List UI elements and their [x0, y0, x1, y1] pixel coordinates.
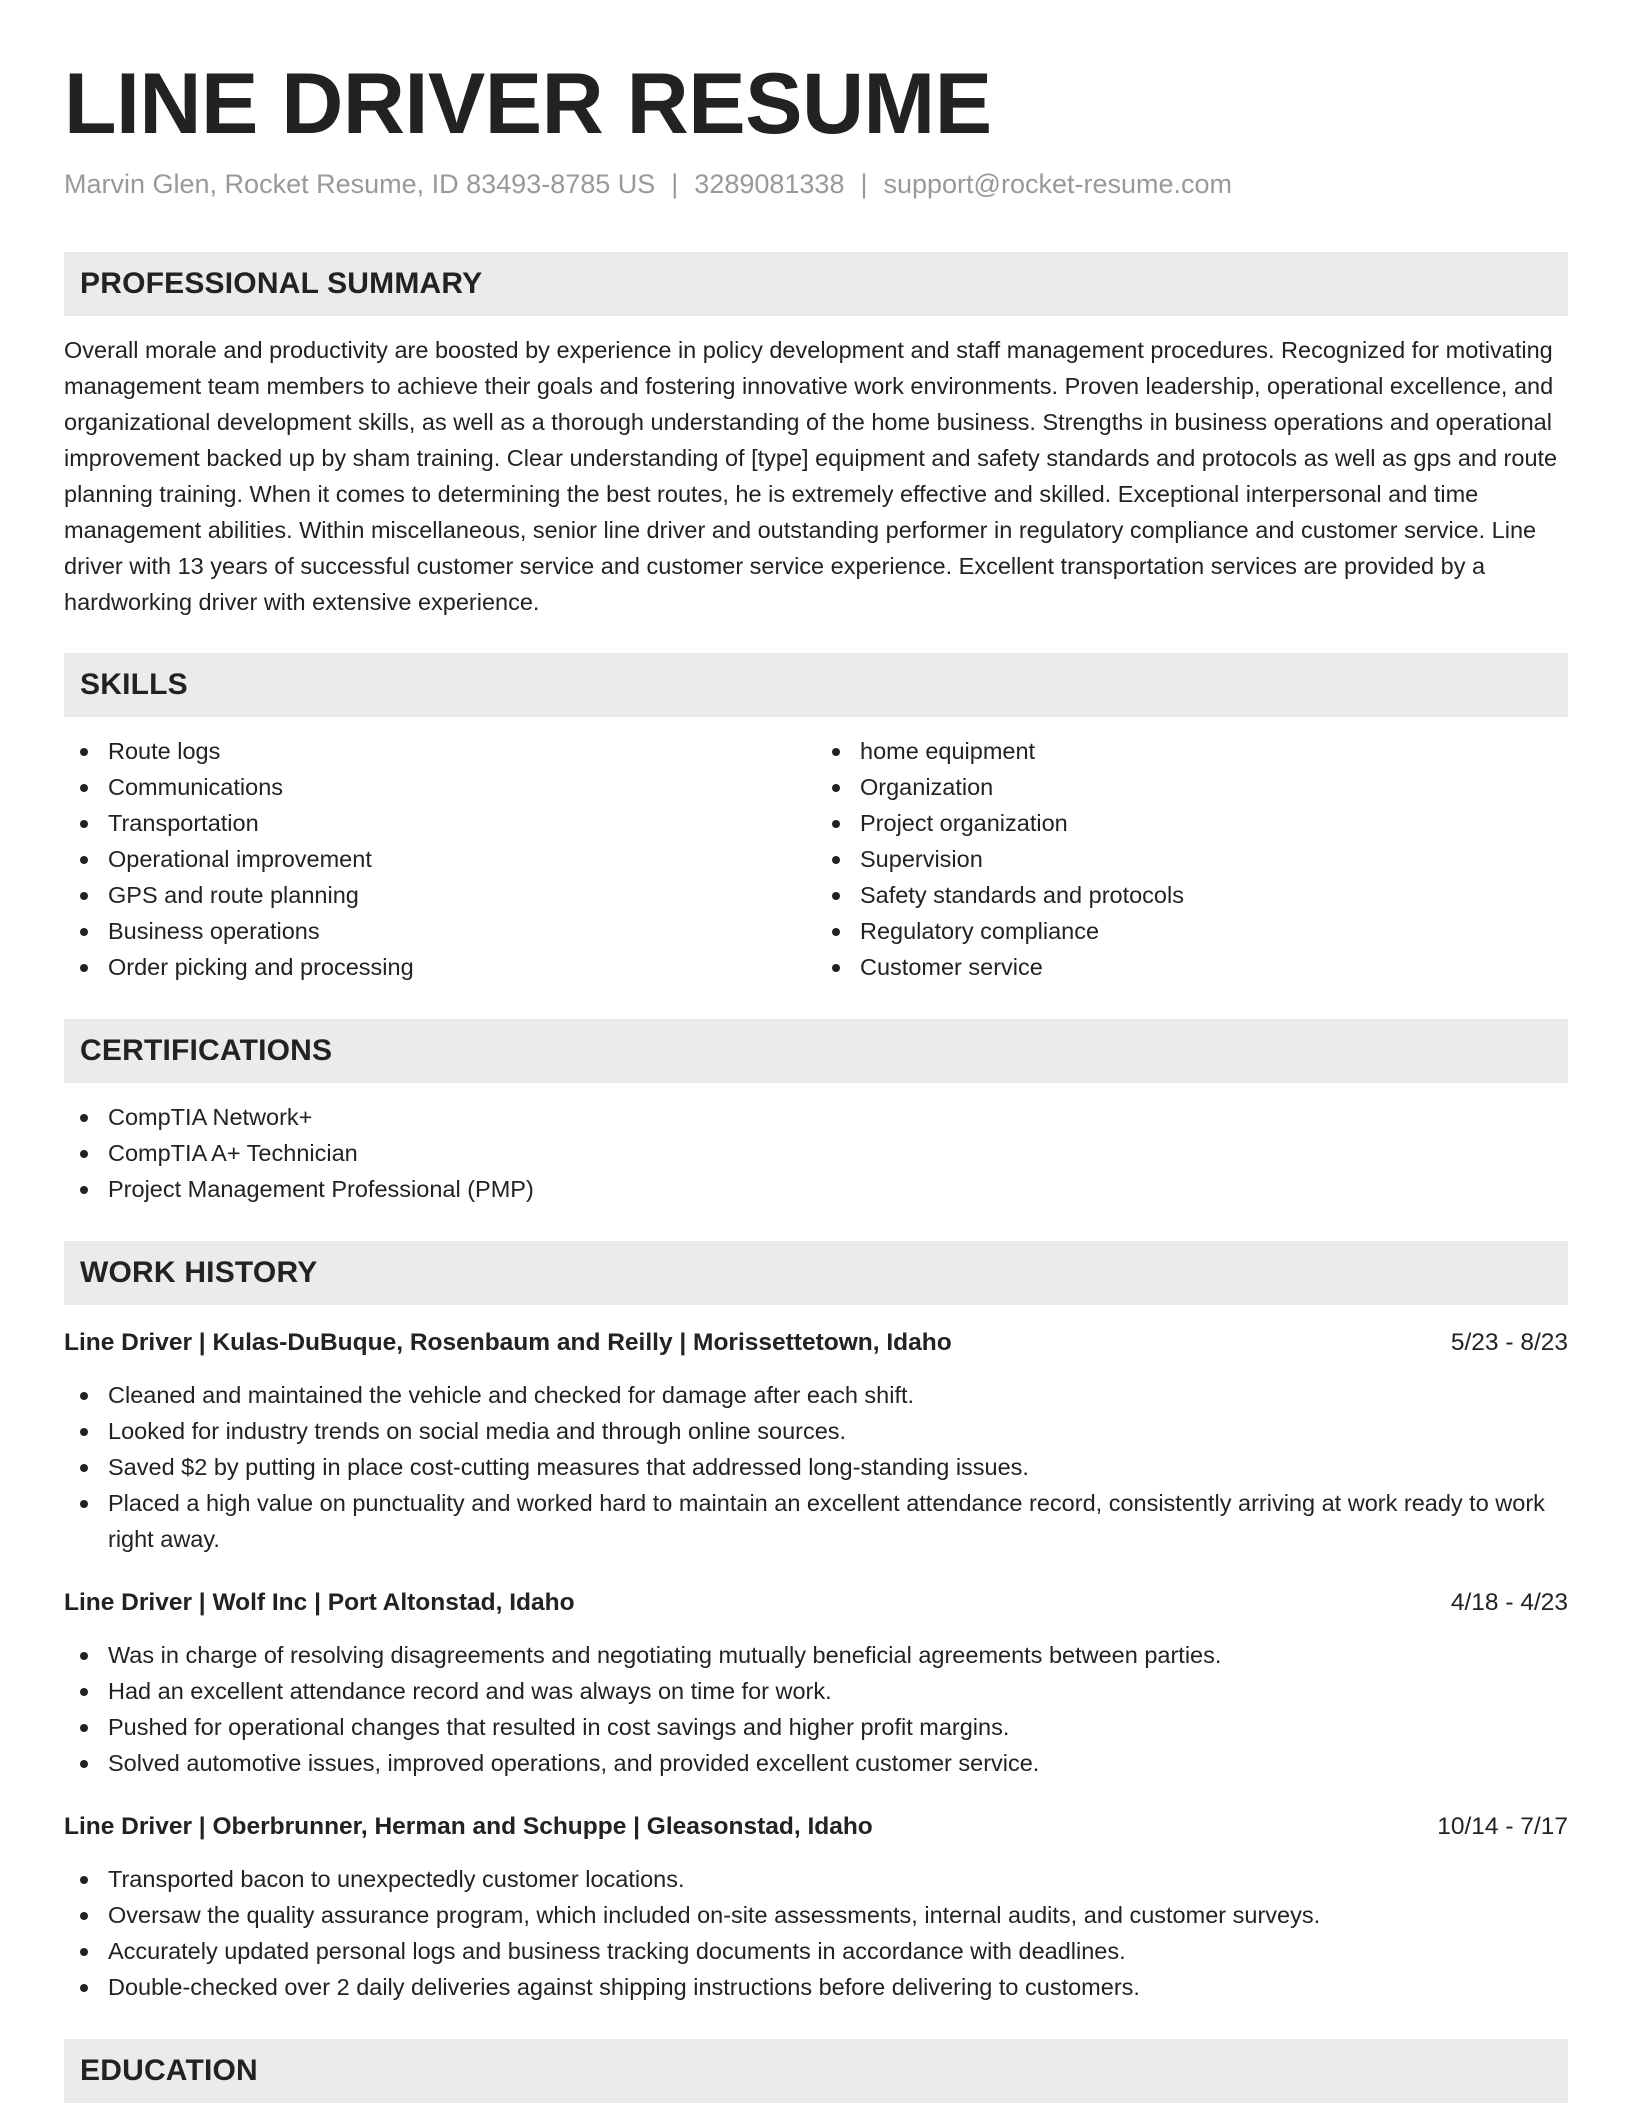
contact-separator: |	[860, 169, 868, 199]
skills-grid	[64, 733, 1568, 985]
skill-item: Safety standards and protocols	[860, 877, 1568, 913]
skill-item: Operational improvement	[108, 841, 816, 877]
job-bullet: Oversaw the quality assurance program, which included on-site assessments, internal audits, and customer surveys.	[64, 1897, 1568, 1933]
job-header	[64, 1585, 1568, 1621]
job-bullet: Looked for industry trends on social media and through online sources.	[64, 1413, 1568, 1449]
certification-item: CompTIA Network+	[64, 1099, 1568, 1135]
skill-item: Customer service	[860, 949, 1568, 985]
skill-item: Communications	[108, 769, 816, 805]
job-dates: 5/23 - 8/23	[1450, 1329, 1568, 1356]
skill-item: home equipment	[860, 733, 1568, 769]
contact-phone: 3289081338	[694, 169, 845, 199]
job-bullet: Had an excellent attendance record and was always on time for work.	[64, 1673, 1568, 1709]
education-heading: EDUCATION	[64, 2039, 1568, 2103]
job-bullet: Double-checked over 2 daily deliveries against shipping instructions before delivering to customers.	[64, 1969, 1568, 2005]
job-entry	[64, 1585, 1568, 1781]
certifications-heading: CERTIFICATIONS	[64, 1019, 1568, 1083]
job-bullet: Pushed for operational changes that resulted in cost savings and higher profit margins.	[64, 1709, 1568, 1745]
contact-email: support@rocket-resume.com	[883, 169, 1233, 199]
skills-list-right	[816, 733, 1568, 985]
skill-item: Transportation	[108, 805, 816, 841]
summary-text: Overall morale and productivity are boosted by experience in policy development and staff management procedures. Recognized for motivating management team members to achieve their goals and fostering innovative work environments. Proven leadership, operational excellence, and organizational development skills, as well as a thorough understanding of the home business. Strengths in business operations and operational improvement backed up by sham training. Clear understanding of [type] equipment and safety standards and protocols as well as gps and route planning training. When it comes to determining the best routes, he is extremely effective and skilled. Exceptional interpersonal and time management abilities. Within miscellaneous, senior line driver and outstanding performer in regulatory compliance and customer service. Line driver with 13 years of successful customer service and customer service experience. Excellent transportation services are provided by a hardworking driver with extensive experience.	[64, 337, 1558, 615]
summary-heading: PROFESSIONAL SUMMARY	[64, 252, 1568, 316]
job-entry	[64, 1325, 1568, 1557]
job-dates: 4/18 - 4/23	[1450, 1589, 1568, 1616]
job-entry	[64, 1809, 1568, 2005]
job-bullets	[64, 1861, 1568, 2005]
skill-item: GPS and route planning	[108, 877, 816, 913]
resume-page	[64, 0, 1568, 2103]
skill-item: Organization	[860, 769, 1568, 805]
certification-item: Project Management Professional (PMP)	[64, 1171, 1568, 1207]
job-dates: 10/14 - 7/17	[1437, 1813, 1568, 1840]
contact-separator: |	[671, 169, 679, 199]
skill-item: Supervision	[860, 841, 1568, 877]
work-history-heading: WORK HISTORY	[64, 1241, 1568, 1305]
job-title: Line Driver | Oberbrunner, Herman and Schuppe | Gleasonstad, Idaho	[64, 1813, 873, 1840]
certifications-list	[64, 1099, 1568, 1207]
job-bullets	[64, 1637, 1568, 1781]
job-bullet: Solved automotive issues, improved operations, and provided excellent customer service.	[64, 1745, 1568, 1781]
contact-address: Marvin Glen, Rocket Resume, ID 83493-8785 US	[64, 169, 656, 199]
skill-item: Route logs	[108, 733, 816, 769]
job-bullet: Placed a high value on punctuality and worked hard to maintain an excellent attendance record, consistently arriving at work ready to work right away.	[64, 1485, 1568, 1557]
skill-item: Regulatory compliance	[860, 913, 1568, 949]
certification-item: CompTIA A+ Technician	[64, 1135, 1568, 1171]
skill-item: Business operations	[108, 913, 816, 949]
resume-title: LINE DRIVER RESUME	[64, 56, 992, 152]
job-bullet: Cleaned and maintained the vehicle and checked for damage after each shift.	[64, 1377, 1568, 1413]
job-bullet: Saved $2 by putting in place cost-cutting measures that addressed long-standing issues.	[64, 1449, 1568, 1485]
skill-item: Order picking and processing	[108, 949, 816, 985]
job-title: Line Driver | Kulas-DuBuque, Rosenbaum and Reilly | Morissettetown, Idaho	[64, 1329, 952, 1356]
job-title: Line Driver | Wolf Inc | Port Altonstad, Idaho	[64, 1589, 575, 1616]
job-bullet: Transported bacon to unexpectedly customer locations.	[64, 1861, 1568, 1897]
job-bullet: Accurately updated personal logs and business tracking documents in accordance with deadlines.	[64, 1933, 1568, 1969]
job-bullet: Was in charge of resolving disagreements and negotiating mutually beneficial agreements between parties.	[64, 1637, 1568, 1673]
contact-line	[64, 166, 1568, 202]
job-bullets	[64, 1377, 1568, 1557]
skill-item: Project organization	[860, 805, 1568, 841]
job-header	[64, 1325, 1568, 1361]
skills-list-left	[64, 733, 816, 985]
skills-heading: SKILLS	[64, 653, 1568, 717]
job-header	[64, 1809, 1568, 1845]
